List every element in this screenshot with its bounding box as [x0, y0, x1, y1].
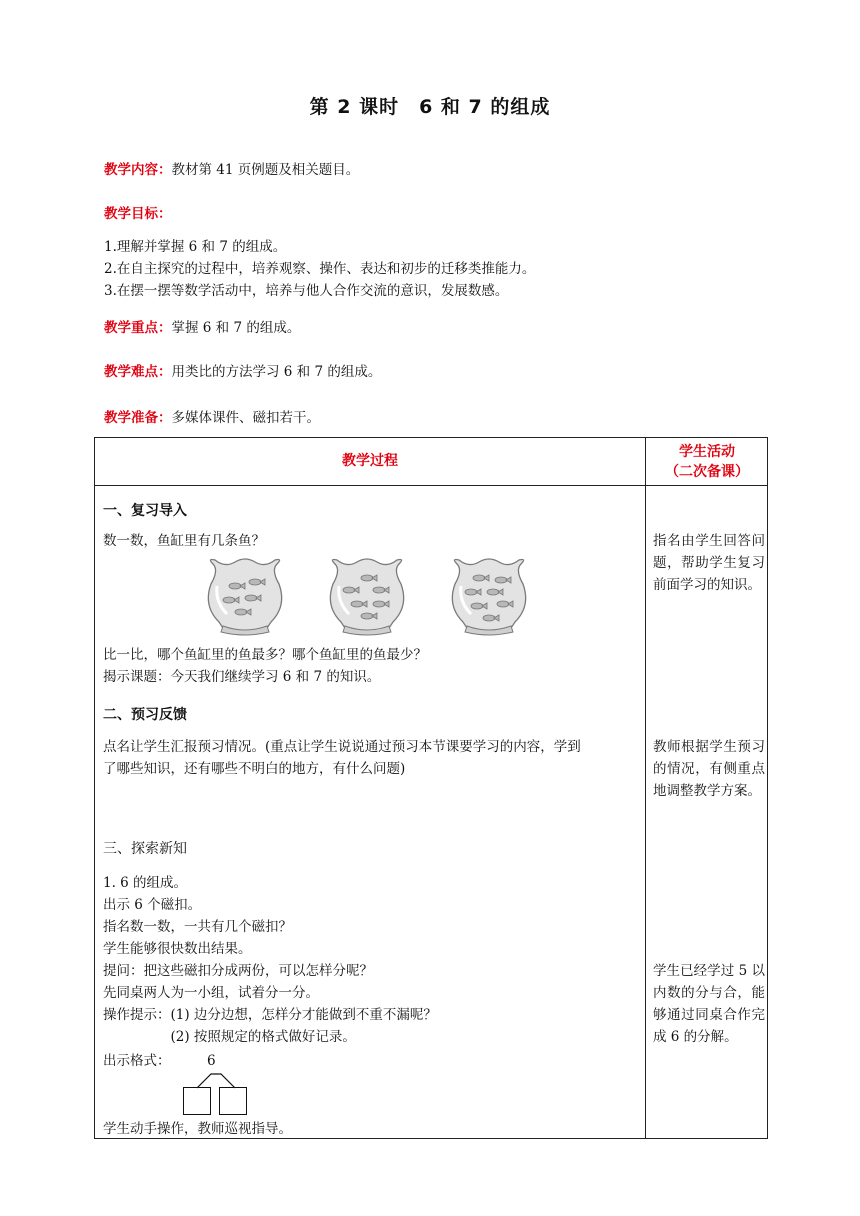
- text-line: 了哪些知识，还有哪些不明白的地方，有什么问题): [103, 761, 406, 777]
- prep-label: 教学准备：: [104, 410, 172, 426]
- fishbowl-icon: [330, 559, 403, 635]
- section-review-title: 一、复习导入: [103, 503, 187, 519]
- text-line: 学生动手操作，教师巡视指导。: [103, 1121, 292, 1137]
- fishbowl-icon: [208, 559, 281, 635]
- text-line: 提问：把这些磁扣分成两份，可以怎样分呢？: [103, 963, 373, 979]
- text-line: 先同桌两人为一小组，试着分一分。: [103, 985, 319, 1001]
- text-line: 揭示课题：今天我们继续学习 6 和 7 的知识。: [103, 669, 381, 685]
- header-side: [646, 442, 768, 482]
- fishbowl-icon: [452, 559, 525, 635]
- column-divider: [645, 438, 646, 1138]
- split-box-left: [183, 1087, 211, 1115]
- text-line: 数一数，鱼缸里有几条鱼？: [103, 533, 265, 549]
- split-box-right: [219, 1087, 247, 1115]
- header-side-line2: （二次备课）: [665, 464, 749, 480]
- content-text: 教材第 41 页例题及相关题目。: [171, 162, 360, 178]
- text-line: 指名数一数，一共有几个磁扣？: [103, 919, 292, 935]
- text-line: (2) 按照规定的格式做好记录。: [103, 1029, 356, 1045]
- content-label: 教学内容：: [104, 162, 172, 178]
- goal-item: 3.在摆一摆等数学活动中，培养与他人合作交流的意识，发展数感。: [104, 283, 509, 299]
- header-divider: [95, 485, 767, 486]
- page-title: 第 2 课时 6 和 7 的组成: [309, 96, 551, 118]
- difficulty-label: 教学难点：: [104, 364, 172, 380]
- key-text: 掌握 6 和 7 的组成。: [171, 320, 301, 336]
- difficulty-row: [104, 362, 381, 382]
- goal-label: 教学目标：: [104, 206, 172, 222]
- prep-text: 多媒体课件、磁扣若干。: [171, 410, 320, 426]
- side-note-preview: 教师根据学生预习的情况，有侧重点地调整教学方案。: [653, 739, 765, 799]
- prep-row: [104, 408, 320, 428]
- text-line: 1. 6 的组成。: [103, 875, 188, 891]
- fishbowls-illustration: [205, 556, 535, 636]
- text-line: 操作提示：(1) 边分边想，怎样分才能做到不重不漏呢？: [103, 1007, 437, 1023]
- text-line: 学生能够很快数出结果。: [103, 941, 252, 957]
- format-label: 出示格式：: [103, 1053, 171, 1069]
- section-explore-title: 三、探索新知: [103, 841, 187, 857]
- side-note-review: 指名由学生回答问题，帮助学生复习前面学习的知识。: [653, 533, 765, 593]
- key-label: 教学重点：: [104, 320, 172, 336]
- side-note-explore: 学生已经学过 5 以内数的分与合，能够通过同桌合作完成 6 的分解。: [653, 963, 765, 1045]
- goal-item: 1.理解并掌握 6 和 7 的组成。: [104, 239, 287, 255]
- goal-item: 2.在自主探究的过程中，培养观察、操作、表达和初步的迁移类推能力。: [104, 261, 536, 277]
- header-main: 教学过程: [342, 453, 398, 469]
- text-line: 点名让学生汇报预习情况。(重点让学生说说通过预习本节课要学习的内容，学到: [103, 739, 581, 755]
- section-preview-title: 二、预习反馈: [103, 707, 187, 723]
- format-number: 6: [207, 1053, 216, 1069]
- text-line: 出示 6 个磁扣。: [103, 897, 202, 913]
- header-side-line1: 学生活动: [679, 444, 735, 460]
- key-row: [104, 318, 300, 338]
- lesson-table: [94, 437, 768, 1139]
- difficulty-text: 用类比的方法学习 6 和 7 的组成。: [171, 364, 382, 380]
- text-line: 比一比，哪个鱼缸里的鱼最多？哪个鱼缸里的鱼最少？: [103, 647, 427, 663]
- goal-list: [104, 236, 535, 302]
- content-row: [104, 160, 359, 180]
- goal-row: [104, 204, 172, 224]
